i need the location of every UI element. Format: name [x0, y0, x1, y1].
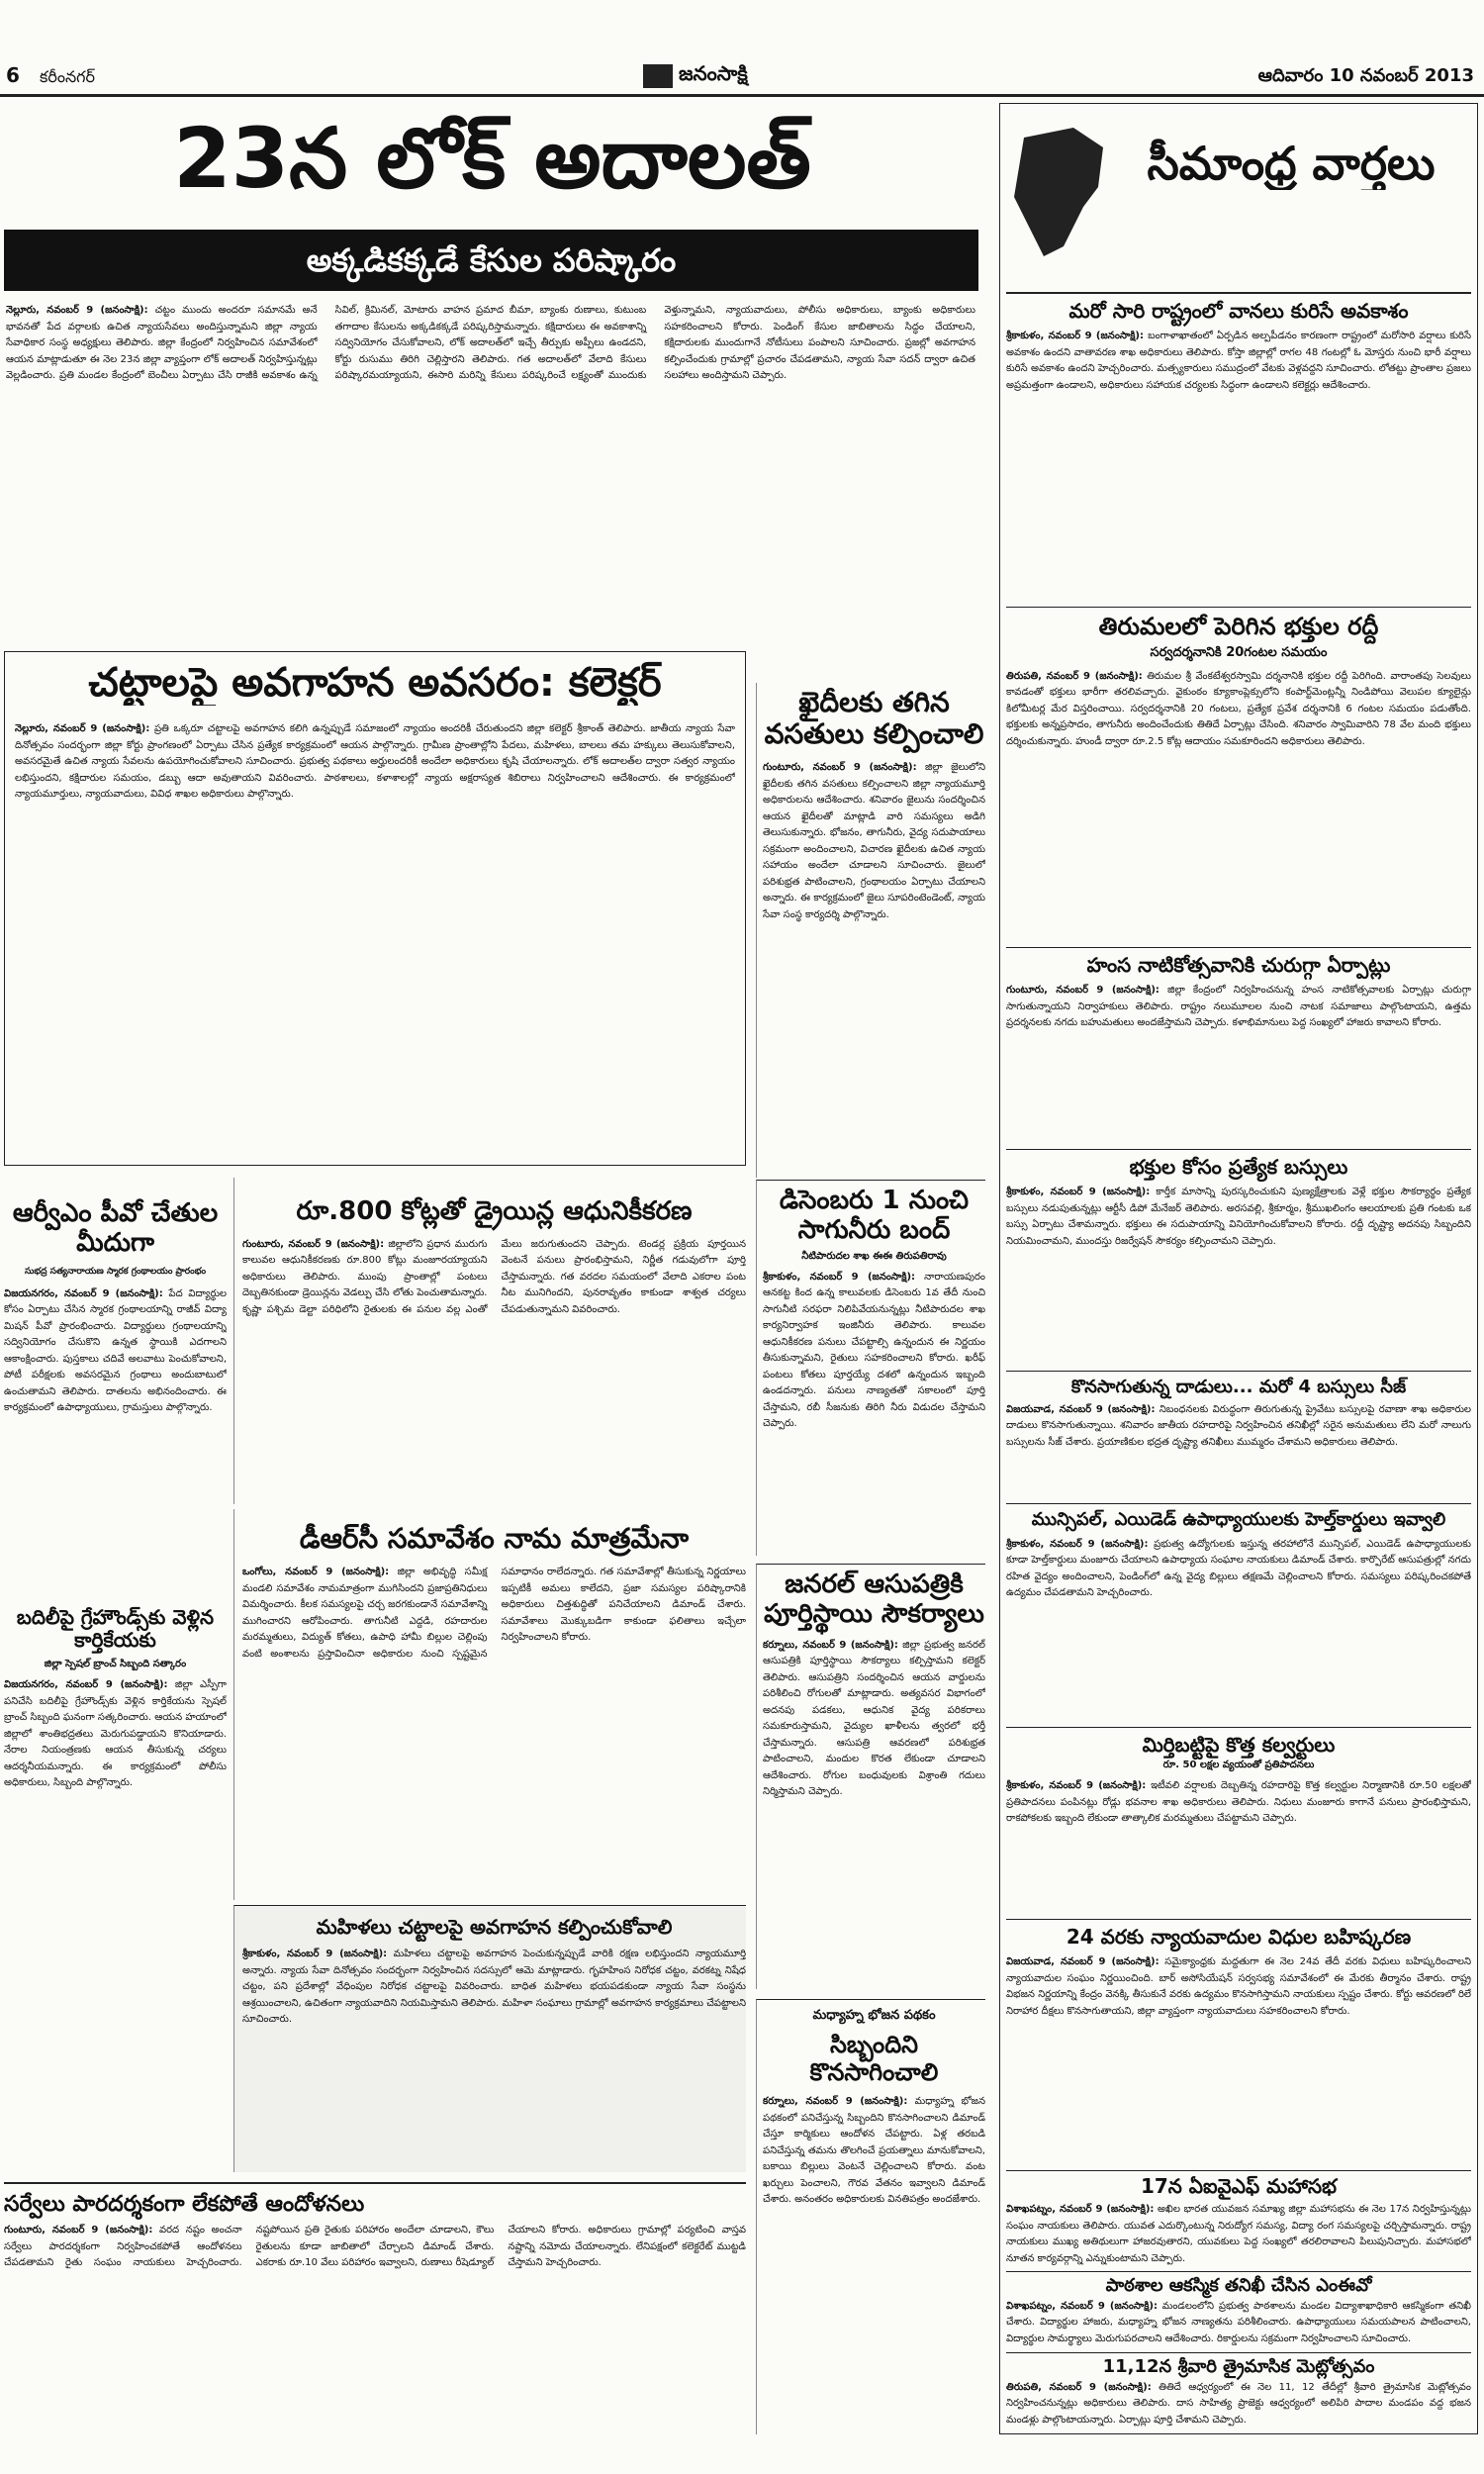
survey-dateline: గుంటూరు, నవంబర్ 9 (జనంసాక్షి): — [4, 2225, 153, 2236]
collector-text: ప్రతి ఒక్కరూ చట్టాలపై అవగాహన కలిగి ఉన్నప్పుడే సమాజంలో న్యాయం అందరికీ చేరుతుందని జిల్లా కలెక్టర్ శ్రీకాంత్ తెలిపారు. జాతీయ న్యాయ సేవా దినోత్సవం సందర్భంగా జిల్లా కోర్టు ప్రాంగణంలో ఏర్పాటు చేసిన ప్రత్యేక కార్యక్రమంలో ఆయన పాల్గొన్నారు. గ్రామీణ ప్రాంతాల్లోని పేదలు, మహిళలు, బాలలు తమ హక్కులు తెలుసుకోవాలని, అవసరమైతే ఉచిత న్యాయ సేవలను ఉపయోగించుకోవాలని సూచించారు. ప్రభుత్వ పథకాలు అర్హులందరికీ అందేలా అధికారులు కృషి చేయాలన్నారు. లోక్ అదాలత్‌ల ద్వారా సత్వర న్యాయం లభిస్తుందని, కక్షిదారుల సమయం, డబ్బు ఆదా అవుతాయని వివరించారు. పాఠశాలలు, కళాశాలల్లో న్యాయ అక్షరాస్యత శిబిరాలు నిర్వహించాలని ఆదేశించారు. ఈ కార్యక్రమంలో న్యాయమూర్తులు, న్యాయవాదులు, వివిధ శాఖల అధికారులు పాల్గొన్నారు. — [15, 723, 735, 800]
buses-text: కార్తీక మాసాన్ని పురస్కరించుకుని పుణ్యక్షేత్రాలకు వెళ్లే భక్తుల సౌకర్యార్థం ప్రత్యేక బస్సులు నడుపుతున్నట్లు ఆర్టీసీ డిపో మేనేజర్ తెలిపారు. అరసవల్లి, శ్రీకూర్మం, శ్రీముఖలింగం ఆలయాలకు ప్రతి గంటకు ఒక బస్సు ఏర్పాటు చేశామన్నారు. భక్తులు ఈ సదుపాయాన్ని వినియోగించుకోవాలని కోరారు. రద్దీ దృష్ట్యా అదనపు సిబ్బందిని నియమించామని, ముందస్తు రిజర్వేషన్ సౌకర్యం కల్పించామని చెప్పారు. — [1006, 1187, 1471, 1247]
collector-dateline: నెల్లూరు, నవంబర్ 9 (జనంసాక్షి): — [15, 723, 150, 734]
hospital-headline: జనరల్ ఆసుపత్రికి పూర్తిస్థాయి సౌకర్యాలు — [764, 1570, 984, 1629]
canal-text: నారాయణపురం ఆనకట్ట కింద ఉన్న కాలువలకు డిసెంబరు 1వ తేదీ నుంచి సాగునీటి సరఫరా నిలిపివేయనున్నట్లు నీటిపారుదల శాఖ కార్యనిర్వాహక ఇంజినీరు తెలిపారు. కాలువల ఆధునికీకరణ పనులు చేపట్టాల్సి ఉన్నందున ఈ నిర్ణయం తీసుకున్నామని, రైతులు సహకరించాలని కోరారు. ఖరీఫ్ పంటలు కోతలు పూర్తయ్యే దశలో ఉన్నందున ఇబ్బంది ఉండదన్నారు. పనులు నాణ్యతతో సకాలంలో పూర్తి చేస్తామని, రబీ సీజనుకు తిరిగి నీరు విడుదల చేస్తామని చెప్పారు. — [763, 1271, 985, 1430]
masthead — [0, 0, 1484, 99]
canal-story — [756, 1180, 985, 1556]
library-text: పేద విద్యార్థుల కోసం ఏర్పాటు చేసిన స్మారక గ్రంథాలయాన్ని రాజీవ్ విద్యా మిషన్ పీవో ప్రారంభించారు. విద్యార్థులు గ్రంథాలయాన్ని సద్వినియోగం చేసుకొని ఉన్నత స్థాయికి ఎదగాలని ఆకాంక్షించారు. పుస్తకాలు చదివే అలవాటు పెంచుకోవాలని, పోటీ పరీక్షలకు అవసరమైన గ్రంథాలు అందుబాటులో ఉంచుతామని తెలిపారు. దాతలను అభినందించారు. ఈ కార్యక్రమంలో ఉపాధ్యాయులు, గ్రామస్తులు పాల్గొన్నారు. — [4, 1287, 227, 1414]
hamsa-body — [1006, 983, 1471, 1032]
raids-text: నిబంధనలకు విరుద్ధంగా తిరుగుతున్న ప్రైవేటు బస్సులపై రవాణా శాఖ అధికారుల దాడులు కొనసాగుతున్నాయి. శనివారం జాతీయ రహదారిపై నిర్వహించిన తనిఖీల్లో సరైన అనుమతులు లేని మరో నాలుగు బస్సులను సీజ్ చేశారు. ప్రయాణికుల భద్రత దృష్ట్యా తనిఖీలు ముమ్మరం చేశామని అధికారులు తెలిపారు. — [1006, 1403, 1471, 1448]
seemandhra-title: సీమాంధ్ర వార్తలు — [1147, 138, 1436, 190]
culverts-body — [1006, 1778, 1471, 1828]
women-headline: మహిళలు చట్టాలపై అవగాహన కల్పించుకోవాలి — [316, 1915, 673, 1939]
hamsa-headline: హంస నాటికోత్సవానికి చురుగ్గా ఏర్పాట్లు — [1086, 953, 1391, 977]
edition-label: కరీంనగర్ — [40, 67, 96, 86]
lead-body — [6, 303, 975, 679]
survey-headline: సర్వేలు పారదర్శకంగా లేకపోతే ఆందోళనలు — [4, 2192, 365, 2217]
aiyf-text: అఖిల భారత యువజన సమాఖ్య జిల్లా మహాసభను ఈ నెల 17న నిర్వహిస్తున్నట్లు సంఘం నాయకులు తెలిపారు. యువత ఎదుర్కొంటున్న నిరుద్యోగ సమస్య, విద్యా రంగ సమస్యలపై చర్చిస్తామన్నారు. రాష్ట్ర నాయకులు ముఖ్య అతిథులుగా హాజరవుతారని, యువకులు పెద్ద సంఖ్యలో తరలిరావాలని పిలుపునిచ్చారు. మహాసభలో నూతన కార్యవర్గాన్ని ఎన్నుకుంటామని చెప్పారు. — [1006, 2204, 1471, 2264]
lawyers-story — [1006, 1919, 1471, 2166]
health-cards-body — [1006, 1537, 1471, 1602]
lead-headline: 23న లోక్ అదాలత్ — [173, 111, 811, 207]
library-headline: ఆర్వీఎం పీవో చేతుల మీదుగా — [12, 1198, 219, 1258]
survey-body — [4, 2223, 746, 2272]
metlotsavam-dateline: తిరుపతి, నవంబర్ 9 (జనంసాక్షి): — [1006, 2381, 1152, 2393]
buses-story — [1006, 1149, 1471, 1367]
lawyers-headline: 24 వరకు న్యాయవాదుల విధుల బహిష్కరణ — [1066, 1925, 1412, 1949]
aiyf-story — [1006, 2170, 1471, 2269]
midday-kicker: మధ్యాహ్న భోజన పథకం — [812, 2008, 936, 2023]
logo-icon — [643, 64, 673, 88]
lead-dateline: నెల్లూరు, నవంబర్ 9 (జనంసాక్షి): — [6, 305, 148, 316]
collector-body — [15, 721, 735, 1157]
survey-text: వరద నష్టం అంచనా సర్వేలు పారదర్శకంగా నిర్వహించకపోతే ఆందోళనలు చేపడతామని రైతు సంఘం నాయకులు హెచ్చరించారు. నష్టపోయిన ప్రతి రైతుకు పరిహారం అందేలా చూడాలని, కౌలు రైతులను కూడా జాబితాలో చేర్చాలని డిమాండ్ చేశారు. ఎకరాకు రూ.10 వేలు పరిహారం ఇవ్వాలని, రుణాలు రీషెడ్యూల్ చేయాలని కోరారు. అధికారులు గ్రామాల్లో పర్యటించి వాస్తవ నష్టాన్ని నమోదు చేయాలన్నారు. లేనిపక్షంలో కలెక్టరేట్ ముట్టడి చేస్తామని హెచ్చరించారు. — [4, 2225, 746, 2269]
culverts-story — [1006, 1727, 1471, 1915]
tirumala-kicker: సర్వదర్శనానికి 20గంటల సమయం — [1150, 644, 1328, 660]
culverts-kicker: రూ. 50 లక్షల వ్యయంతో ప్రతిపాదనలు — [1162, 1760, 1315, 1770]
prisoners-headline: ఖైదీలకు తగిన వసతులు కల్పించాలి — [764, 686, 984, 751]
canal-body — [763, 1270, 985, 1433]
lawyers-dateline: విజయవాడ, నవంబర్ 9 (జనంసాక్షి): — [1006, 1956, 1159, 1967]
collector-headline: చట్టాలపై అవగాహన అవసరం: కలెక్టర్ — [88, 660, 662, 706]
library-kicker: సుభద్ర సత్యనారాయణ స్మారక గ్రంథాలయం ప్రారంభం — [24, 1266, 207, 1277]
midday-story — [756, 1999, 985, 2434]
drains-story — [233, 1178, 746, 1504]
health-cards-dateline: శ్రీకాకుళం, నవంబర్ 9 (జనంసాక్షి): — [1006, 1538, 1149, 1550]
rain-body — [1006, 329, 1471, 394]
transfer-body — [4, 1677, 227, 1792]
culverts-headline: మిర్తిబట్టిపై కొత్త కల్వర్టులు — [1142, 1733, 1336, 1757]
midday-headline: సిబ్బందిని కొనసాగించాలి — [809, 2031, 939, 2086]
lawyers-body — [1006, 1954, 1471, 2020]
page-number: 6 — [6, 63, 20, 87]
tirumala-body — [1006, 669, 1471, 751]
prisoners-dateline: గుంటూరు, నవంబర్ 9 (జనంసాక్షి): — [763, 762, 917, 774]
library-story — [4, 1178, 227, 1593]
rain-story — [1006, 292, 1471, 599]
drc-dateline: ఒంగోలు, నవంబర్ 9 (జనంసాక్షి): — [242, 1567, 390, 1578]
prisoners-text: జిల్లా జైలులోని ఖైదీలకు తగిన వసతులు కల్పించాలని జిల్లా న్యాయమూర్తి అధికారులను ఆదేశించారు. శనివారం జైలును సందర్శించిన ఆయన ఖైదీలతో మాట్లాడి వారి సమస్యలు అడిగి తెలుసుకున్నారు. భోజనం, తాగునీరు, వైద్య సదుపాయాలు సక్రమంగా అందించాలని, విచారణ ఖైదీలకు ఉచిత న్యాయ సహాయం అందేలా చూడాలని సూచించారు. జైలులో పరిశుభ్రత పాటించాలని, గ్రంథాలయం ఏర్పాటు చేయాలని అన్నారు. ఈ కార్యక్రమంలో జైలు సూపరింటెండెంట్, న్యాయ సేవా సంస్థ కార్యదర్శి పాల్గొన్నారు. — [763, 762, 985, 920]
transfer-kicker: జిల్లా స్పెషల్ బ్రాంచ్ సిబ్బంది సత్కారం — [44, 1659, 187, 1669]
school-text: మండలంలోని ప్రభుత్వ పాఠశాలను మండల విద్యాశాఖాధికారి ఆకస్మికంగా తనిఖీ చేశారు. విద్యార్థుల హాజరు, మధ్యాహ్న భోజన నాణ్యతను పరిశీలించారు. ఉపాధ్యాయులు సమయపాలన పాటించాలని, విద్యార్థుల సామర్థ్యాలు మెరుగుపరచాలని ఆదేశించారు. రికార్డులను సక్రమంగా నిర్వహించాలని సూచించారు. — [1006, 2300, 1471, 2344]
drains-body — [242, 1237, 746, 1319]
library-body — [4, 1286, 227, 1417]
metlotsavam-headline: 11,12న శ్రీవారి త్రైమాసిక మెట్లోత్సవం — [1102, 2356, 1375, 2377]
rain-dateline: శ్రీకాకుళం, నవంబర్ 9 (జనంసాక్షి): — [1006, 331, 1144, 341]
midday-text: మధ్యాహ్న భోజన పథకంలో పనిచేస్తున్న సిబ్బందిని కొనసాగించాలని డిమాండ్ చేస్తూ కార్మికులు ఆందోళన చేపట్టారు. ఏళ్ల తరబడి పనిచేస్తున్న తమను తొలగించే ప్రయత్నాలు మానుకోవాలని, బకాయి బిల్లులు వెంటనే చెల్లించాలని కోరారు. వంట ఖర్చులు పెంచాలని, గౌరవ వేతనం ఇవ్వాలని డిమాండ్ చేశారు. అనంతరం అధికారులకు వినతిపత్రం అందజేశారు. — [763, 2096, 985, 2206]
canal-headline: డిసెంబరు 1 నుంచి సాగునీరు బంద్ — [779, 1186, 970, 1245]
lawyers-text: సమైక్యాంధ్రకు మద్దతుగా ఈ నెల 24వ తేదీ వరకు విధులు బహిష్కరించాలని న్యాయవాదుల సంఘం నిర్ణయించింది. బార్ అసోసియేషన్ సర్వసభ్య సమావేశంలో ఈ మేరకు తీర్మానం చేశారు. రాష్ట్ర విభజన నిర్ణయాన్ని కేంద్రం వెనక్కి తీసుకునే వరకు ఉద్యమం కొనసాగిస్తామని నాయకులు స్పష్టం చేశారు. కోర్టు ఆవరణలో రిలే నిరాహార దీక్షలు కొనసాగుతాయని, జిల్లా వ్యాప్తంగా న్యాయవాదులు సహకరించాలని కోరారు. — [1006, 1956, 1471, 2017]
rain-text: బంగాళాఖాతంలో ఏర్పడిన అల్పపీడనం కారణంగా రాష్ట్రంలో మరోసారి వర్షాలు కురిసే అవకాశం ఉందని వాతావరణ శాఖ అధికారులు తెలిపారు. కోస్తా జిల్లాల్లో రాగల 48 గంటల్లో ఓ మోస్తరు నుంచి భారీ వర్షాలు కురిసే అవకాశం ఉందని హెచ్చరించారు. మత్స్యకారులు సముద్రంలో వేటకు వెళ్లవద్దని సూచించారు. లోతట్టు ప్రాంతాల ప్రజలు అప్రమత్తంగా ఉండాలని, అధికారులు సహాయక చర్యలకు సిద్ధంగా ఉండాలని కలెక్టర్లు ఆదేశించారు. — [1006, 331, 1471, 391]
metlotsavam-story — [1006, 2352, 1471, 2431]
tirumala-headline: తిరుమలలో పెరిగిన భక్తుల రద్దీ — [1098, 613, 1379, 640]
school-body — [1006, 2299, 1471, 2348]
buses-headline: భక్తుల కోసం ప్రత్యేక బస్సులు — [1129, 1155, 1348, 1179]
school-story — [1006, 2271, 1471, 2350]
state-map-icon — [1004, 118, 1113, 266]
school-dateline: విశాఖపట్నం, నవంబర్ 9 (జనంసాక్షి): — [1006, 2300, 1158, 2312]
seemandhra-banner — [1004, 108, 1473, 276]
transfer-story — [4, 1598, 227, 2068]
lead-story — [0, 103, 984, 685]
metlotsavam-text: తితిదే ఆధ్వర్యంలో ఈ నెల 11, 12 తేదీల్లో శ్రీవారి త్రైమాసిక మెట్లోత్సవం నిర్వహించనున్నట్లు అధికారులు తెలిపారు. దాస సాహిత్య ప్రాజెక్టు ఆధ్వర్యంలో అలిపిరి పాదాల మండపం వద్ద భజన మండళ్లు పాల్గొంటాయన్నారు. ఏర్పాట్లు పూర్తి చేశామని చెప్పారు. — [1006, 2381, 1471, 2426]
lead-text: చట్టం ముందు అందరూ సమానమే అనే భావనతో పేద వర్గాలకు ఉచిత న్యాయసేవలు అందిస్తున్నామని జిల్లా న్యాయ సేవాధికార సంస్థ అధ్యక్షులు తెలిపారు. జిల్లా కేంద్రంలో నిర్వహించిన సమావేశంలో ఆయన మాట్లాడుతూ ఈ నెల 23న జిల్లా వ్యాప్తంగా లోక్ అదాలత్ నిర్వహిస్తున్నట్లు వెల్లడించారు. ప్రతి మండల కేంద్రంలో బెంచీలు ఏర్పాటు చేసి రాజీకి అవకాశం ఉన్న సివిల్, క్రిమినల్, మోటారు వాహన ప్రమాద బీమా, బ్యాంకు రుణాలు, కుటుంబ తగాదాల కేసులను అక్కడికక్కడే పరిష్కరిస్తామన్నారు. కక్షిదారులు ఈ అవకాశాన్ని సద్వినియోగం చేసుకోవాలని, లోక్ అదాలత్‌లో ఇచ్చే తీర్పుకు అప్పీలు ఉండదని, కోర్టు రుసుము తిరిగి చెల్లిస్తారని తెలిపారు. గత అదాలత్‌లో వేలాది కేసులు పరిష్కారమయ్యాయని, ఈసారి మరిన్ని కేసులు పరిష్కరించే లక్ష్యంతో ముందుకు వెళ్తున్నామని, న్యాయవాదులు, పోలీసు అధికారులు, బ్యాంకు అధికారులు సహకరించాలని కోరారు. పెండింగ్ కేసుల జాబితాలను సిద్ధం చేయాలని, కక్షిదారులకు ముందుగానే నోటీసులు పంపాలని సూచించారు. ప్రజల్లో అవగాహన కల్పించేందుకు గ్రామాల్లో ప్రచారం చేపడతామని, న్యాయ సేవా సదన్ ద్వారా ఉచిత సలహాలు అందిస్తామని చెప్పారు. — [6, 305, 975, 381]
library-dateline: విజయనగరం, నవంబర్ 9 (జనంసాక్షి): — [4, 1287, 163, 1299]
drains-dateline: గుంటూరు, నవంబర్ 9 (జనంసాక్షి): — [242, 1238, 385, 1250]
canal-kicker: నీటిపారుదల శాఖ ఈఈ తిరుపతిరావు — [801, 1250, 947, 1262]
hamsa-dateline: గుంటూరు, నవంబర్ 9 (జనంసాక్షి): — [1006, 985, 1159, 996]
drains-text: జిల్లాలోని ప్రధాన మురుగు కాలువల ఆధునికీకరణకు రూ.800 కోట్లు మంజూరయ్యాయని అధికారులు తెలిపారు. ముంపు ప్రాంతాల్లో పంటలు దెబ్బతినకుండా డ్రెయిన్లను వెడల్పు చేసి లోతు పెంచుతామన్నారు. కృష్ణా పశ్చిమ డెల్టా పరిధిలోని రైతులకు ఈ పనుల వల్ల ఎంతో మేలు జరుగుతుందని చెప్పారు. టెండర్ల ప్రక్రియ పూర్తయిన వెంటనే పనులు ప్రారంభిస్తామని, నిర్ణీత గడువులోగా పూర్తి చేస్తామన్నారు. గత వరదల సమయంలో వేలాది ఎకరాల పంట నీట మునిగిందని, పునరావృతం కాకుండా శాశ్వత చర్యలు చేపడుతున్నామని వివరించారు. — [242, 1238, 746, 1315]
seemandhra-section — [999, 103, 1478, 2434]
women-dateline: శ్రీకాకుళం, నవంబర్ 9 (జనంసాక్షి): — [242, 1949, 388, 1959]
hospital-text: జిల్లా ప్రభుత్వ జనరల్ ఆసుపత్రికి పూర్తిస్థాయి సౌకర్యాలు కల్పిస్తామని కలెక్టర్ తెలిపారు. ఆసుపత్రిని సందర్శించిన ఆయన వార్డులను పరిశీలించి రోగులతో మాట్లాడారు. అత్యవసర విభాగంలో అదనపు పడకలు, ఆధునిక వైద్య పరికరాలు సమకూరుస్తామని, వైద్యుల ఖాళీలను త్వరలో భర్తీ చేస్తామన్నారు. ఆసుపత్రి ఆవరణలో పరిశుభ్రత పాటించాలని, మందుల కొరత లేకుండా చూడాలని ఆదేశించారు. రోగుల బంధువులకు విశ్రాంతి గదులు నిర్మిస్తామని చెప్పారు. — [763, 1639, 985, 1798]
health-cards-story — [1006, 1503, 1471, 1721]
collector-story — [4, 651, 746, 1166]
aiyf-dateline: విశాఖపట్నం, నవంబర్ 9 (జనంసాక్షి): — [1006, 2204, 1155, 2215]
tirumala-story — [1006, 607, 1471, 943]
rain-headline: మరో సారి రాష్ట్రంలో వానలు కురిసే అవకాశం — [1068, 299, 1409, 323]
health-cards-text: ప్రభుత్వ ఉద్యోగులకు ఇస్తున్న తరహాలోనే మున్సిపల్, ఎయిడెడ్ ఉపాధ్యాయులకు కూడా హెల్త్‌కార్డులు మంజూరు చేయాలని ఉపాధ్యాయ సంఘాల నాయకులు డిమాండ్ చేశారు. కార్పొరేట్ ఆసుపత్రుల్లో నగదు రహిత వైద్యం అందించాలని, పెండింగ్‌లో ఉన్న వైద్య బిల్లులు తక్షణమే చెల్లించాలని కోరారు. సమస్యలు పరిష్కరించకపోతే ఉద్యమం చేపడతామని హెచ్చరించారు. — [1006, 1538, 1471, 1599]
health-cards-headline: మున్సిపల్, ఎయిడెడ్ ఉపాధ్యాయులకు హెల్త్‌కార్డులు ఇవ్వాలి — [1031, 1509, 1446, 1530]
raids-dateline: విజయవాడ, నవంబర్ 9 (జనంసాక్షి): — [1006, 1403, 1156, 1415]
drc-text: జిల్లా అభివృద్ధి సమీక్ష మండలి సమావేశం నామమాత్రంగా ముగిసిందని ప్రజాప్రతినిధులు విమర్శించారు. కీలక సమస్యలపై చర్చ జరగకుండానే సమావేశాన్ని ముగించారని ఆరోపించారు. తాగునీటి ఎద్దడి, రహదారుల మరమ్మతులు, విద్యుత్ కోతలు, ఉపాధి హామీ బిల్లుల చెల్లింపు వంటి అంశాలను ప్రస్తావించినా అధికారుల నుంచి స్పష్టమైన సమాధానం రాలేదన్నారు. గత సమావేశాల్లో తీసుకున్న నిర్ణయాలు ఇప్పటికీ అమలు కాలేదని, ప్రజా సమస్యల పరిష్కారానికి అధికారులు చిత్తశుద్ధితో పనిచేయాలని డిమాండ్ చేశారు. సమావేశాలు మొక్కుబడిగా కాకుండా ఫలితాలు ఇచ్చేలా నిర్వహించాలని కోరారు. — [242, 1567, 746, 1660]
midday-dateline: కర్నూలు, నవంబర్ 9 (జనంసాక్షి): — [763, 2096, 908, 2108]
transfer-headline: బదిలీపై గ్రేహౌండ్స్‌కు వెళ్లిన కార్తికేయకు — [16, 1605, 215, 1652]
transfer-dateline: విజయనగరం, నవంబర్ 9 (జనంసాక్షి): — [4, 1679, 168, 1690]
hamsa-text: జిల్లా కేంద్రంలో నిర్వహించనున్న హంస నాటికోత్సవాలకు ఏర్పాట్లు చురుగ్గా సాగుతున్నాయని నిర్వాహకులు తెలిపారు. రాష్ట్రం నలుమూలల నుంచి నాటక సమాజాలు పాల్గొంటాయని, ఉత్తమ ప్రదర్శనలకు నగదు బహుమతులు అందజేస్తామని చెప్పారు. కళాభిమానులు పెద్ద సంఖ్యలో హాజరు కావాలని కోరారు. — [1006, 985, 1471, 1028]
midday-body — [763, 2094, 985, 2209]
prisoners-body — [763, 760, 985, 923]
aiyf-headline: 17న ఏఐవైఎఫ్ మహాసభ — [1140, 2174, 1338, 2198]
hospital-body — [763, 1638, 985, 1801]
aiyf-body — [1006, 2202, 1471, 2267]
hospital-dateline: కర్నూలు, నవంబర్ 9 (జనంసాక్షి): — [763, 1639, 898, 1651]
metlotsavam-body — [1006, 2380, 1471, 2429]
masthead-rule — [0, 94, 1484, 97]
drc-headline: డీఆర్‌సీ సమావేశం నామ మాత్రమేనా — [299, 1522, 690, 1555]
culverts-text: ఇటీవలి వర్షాలకు దెబ్బతిన్న రహదారిపై కొత్త కల్వర్టుల నిర్మాణానికి రూ.50 లక్షలతో ప్రతిపాదనలు పంపినట్లు రోడ్లు భవనాల శాఖ అధికారులు తెలిపారు. నిధులు మంజూరు కాగానే పనులు ప్రారంభిస్తామని, రాకపోకలకు ఇబ్బంది లేకుండా తాత్కాలిక మరమ్మతులు చేపట్టామని చెప్పారు. — [1006, 1780, 1471, 1824]
school-headline: పాఠశాల ఆకస్మిక తనిఖీ చేసిన ఎంఈవో — [1105, 2275, 1372, 2296]
hospital-story — [756, 1564, 985, 1989]
prisoners-story — [756, 683, 985, 1178]
drains-headline: రూ.800 కోట్లతో డ్రైయిన్ల ఆధునికీకరణ — [296, 1196, 693, 1226]
paper-name: జనంసాక్షి — [679, 61, 748, 85]
canal-dateline: శ్రీకాకుళం, నవంబర్ 9 (జనంసాక్షి): — [763, 1271, 916, 1283]
issue-date: ఆదివారం 10 నవంబర్ 2013 — [1257, 65, 1474, 86]
tirumala-text: తిరుమల శ్రీ వేంకటేశ్వరస్వామి దర్శనానికి భక్తుల రద్దీ పెరిగింది. వారాంతపు సెలవులు కావడంతో భక్తులు భారీగా తరలివచ్చారు. వైకుంఠం క్యూకాంప్లెక్సులోని కంపార్ట్‌మెంట్లన్నీ నిండిపోయి వెలుపల క్యూలైన్లు కిలోమీటర్ల మేర విస్తరించాయి. సర్వదర్శనానికి 20 గంటలు, ప్రత్యేక ప్రవేశ దర్శనానికి 6 గంటల సమయం పడుతోంది. భక్తులకు అన్నప్రసాదం, తాగునీరు అందించేందుకు తితిదే ఏర్పాట్లు చేసింది. శనివారం స్వామివారిని 78 వేల మంది భక్తులు దర్శించుకున్నారు. హుండీ ద్వారా రూ.2.5 కోట్ల ఆదాయం సమకూరిందని అధికారులు తెలిపారు. — [1006, 670, 1471, 747]
women-body — [242, 1947, 746, 2029]
lead-subheadline: అక్కడికక్కడే కేసుల పరిష్కారం — [4, 230, 978, 291]
paper-logo — [643, 61, 801, 91]
drc-body — [242, 1565, 746, 1663]
buses-dateline: శ్రీకాకుళం, నవంబర్ 9 (జనంసాక్షి): — [1006, 1187, 1151, 1197]
raids-story — [1006, 1371, 1471, 1499]
raids-body — [1006, 1402, 1471, 1452]
culverts-dateline: శ్రీకాకుళం, నవంబర్ 9 (జనంసాక్షి): — [1006, 1780, 1147, 1791]
raids-headline: కొనసాగుతున్న దాడులు... మరో 4 బస్సులు సీజ్ — [1070, 1377, 1407, 1397]
hamsa-story — [1006, 947, 1471, 1145]
drc-story — [233, 1509, 746, 1900]
tirumala-dateline: తిరుపతి, నవంబర్ 9 (జనంసాక్షి): — [1006, 670, 1143, 682]
buses-body — [1006, 1185, 1471, 1250]
survey-story — [4, 2182, 746, 2439]
women-story — [233, 1905, 746, 2172]
women-text: మహిళలు చట్టాలపై అవగాహన పెంచుకున్నప్పుడే వారికి రక్షణ లభిస్తుందని న్యాయమూర్తి అన్నారు. న్యాయ సేవా దినోత్సవం సందర్భంగా నిర్వహించిన సదస్సులో ఆమె మాట్లాడారు. గృహహింస నిరోధక చట్టం, వరకట్న నిషేధ చట్టం, పని ప్రదేశాల్లో వేధింపుల నిరోధక చట్టాలపై వివరించారు. బాధిత మహిళలు భయపడకుండా న్యాయ సేవా సంస్థను ఆశ్రయించాలని, ఉచితంగా న్యాయవాదిని నియమిస్తామని తెలిపారు. మహిళా సంఘాలు గ్రామాల్లో అవగాహన కార్యక్రమాలు చేపట్టాలని సూచించారు. — [242, 1949, 746, 2025]
transfer-text: జిల్లా ఎస్పీగా పనిచేసి బదిలీపై గ్రేహౌండ్స్‌కు వెళ్లిన కార్తికేయను స్పెషల్ బ్రాంచ్ సిబ్బంది ఘనంగా సత్కరించారు. ఆయన హయాంలో జిల్లాలో శాంతిభద్రతలు మెరుగుపడ్డాయని కొనియాడారు. నేరాల నియంత్రణకు ఆయన తీసుకున్న చర్యలు ఆదర్శనీయమన్నారు. ఈ కార్యక్రమంలో పోలీసు అధికారులు, సిబ్బంది పాల్గొన్నారు. — [4, 1679, 227, 1788]
